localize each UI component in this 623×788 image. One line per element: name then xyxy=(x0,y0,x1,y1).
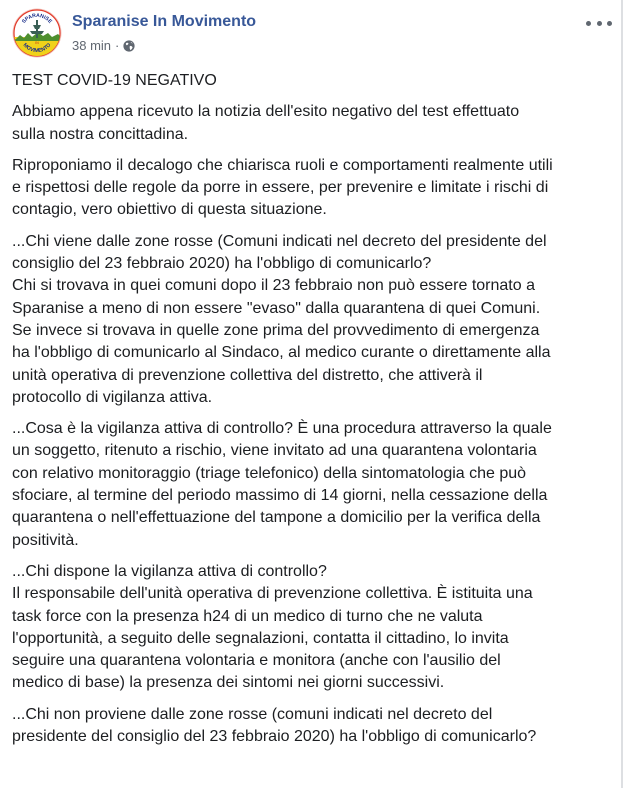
post-text-line: unità operativa di prevenzione collettiva del distretto, che attiverà il xyxy=(12,366,483,384)
post-text-line: protocollo di vigilanza attiva. xyxy=(12,388,213,406)
post-text-line: Se invece si trovava in quelle zone prima del provvedimento di emergenza xyxy=(12,321,540,339)
post-paragraph xyxy=(12,101,615,146)
globe-icon[interactable] xyxy=(123,40,135,52)
logo-top-text: SPARANISE xyxy=(21,12,53,25)
post-text-line: task force con la presenza h24 di un medico di turno che ne valuta xyxy=(12,607,483,625)
post-text-line: ...Chi dispone la vigilanza attiva di controllo? xyxy=(12,562,327,580)
post-text-line: con relativo monitoraggio (triage telefonico) della sintomatologia che può xyxy=(12,464,527,482)
post-text-line: ...Cosa è la vigilanza attiva di controllo? È una procedura attraverso la quale xyxy=(12,420,552,438)
post-body xyxy=(12,70,615,757)
post-text-line: ha l'obbligo di comunicarlo al Sindaco, al medico curante o direttamente alla xyxy=(12,344,551,362)
more-options-button[interactable] xyxy=(586,16,612,30)
post-text-line: ...Chi non proviene dalle zone rosse (comuni indicati nel decreto del xyxy=(12,705,493,723)
post-text-line: TEST COVID-19 NEGATIVO xyxy=(12,72,217,89)
post-paragraph xyxy=(12,561,615,695)
post-text-line: l'opportunità, a seguito delle segnalazioni, contatta il cittadino, lo invita xyxy=(12,629,509,647)
post-paragraph xyxy=(12,418,615,552)
sparanise-logo xyxy=(12,8,62,58)
post-timestamp[interactable]: 38 min xyxy=(72,38,112,53)
post-text-line: contagio, vero obiettivo di questa situazione. xyxy=(12,201,327,219)
post-text-line: Abbiamo appena ricevuto la notizia dell'esito negativo del test effettuato xyxy=(12,103,520,121)
post-text-line: ...Chi viene dalle zone rosse (Comuni indicati nel decreto del presidente del xyxy=(12,232,547,250)
post-text-line: e rispettosi delle regole da porre in essere, per prevenire e limitate i rischi di xyxy=(12,179,549,197)
post-header xyxy=(12,8,612,58)
post-text-line: Sparanise a meno di non essere "evaso" dalla quarantena di quei Comuni. xyxy=(12,299,541,317)
post-paragraph xyxy=(12,231,615,409)
logo-mid-text: IN xyxy=(35,41,39,45)
meta-separator: · xyxy=(115,38,120,53)
post-paragraph xyxy=(12,155,615,222)
post-paragraph xyxy=(12,70,615,92)
post-text-line: positività. xyxy=(12,531,79,549)
page-name-link[interactable]: Sparanise In Movimento xyxy=(72,13,257,30)
logo-bottom-text: MOVIMENTO xyxy=(21,42,53,55)
post-paragraph xyxy=(12,704,615,749)
post-text-line: Riproponiamo il decalogo che chiarisca ruoli e comportamenti realmente utili xyxy=(12,156,553,174)
post-text-line: sfociare, al termine del periodo massimo di 14 giorni, nella cessazione della xyxy=(12,487,548,505)
post-text-line: medico di base) la presenza dei sintomi nei giorni successivi. xyxy=(12,674,445,692)
post-text-line: seguire una quarantena volontaria e monitora (anche con l'ausilio del xyxy=(12,652,501,670)
post-text-line: sulla nostra concittadina. xyxy=(12,125,189,143)
post-text-line: consiglio del 23 febbraio 2020) ha l'obbligo di comunicarlo? xyxy=(12,255,432,273)
post-text-line: un soggetto, ritenuto a rischio, viene invitato ad una quarantena volontaria xyxy=(12,442,537,460)
post-meta xyxy=(72,38,135,53)
post-text-line: quarantena o nell'effettuazione del tampone a domicilio per la verifica della xyxy=(12,509,541,527)
post-text-line: Il responsabile dell'unità operativa di prevenzione collettiva. È istituita una xyxy=(12,585,533,603)
more-horizontal-icon-dot xyxy=(607,21,612,26)
page-avatar[interactable] xyxy=(12,8,62,58)
post-text-line: presidente del consiglio del 23 febbraio 2020) ha l'obbligo di comunicarlo? xyxy=(12,728,537,746)
more-horizontal-icon-dot xyxy=(597,21,602,26)
more-horizontal-icon-dot xyxy=(586,21,591,26)
post-text-line: Chi si trovava in quei comuni dopo il 23 febbraio non può essere tornato a xyxy=(12,277,535,295)
